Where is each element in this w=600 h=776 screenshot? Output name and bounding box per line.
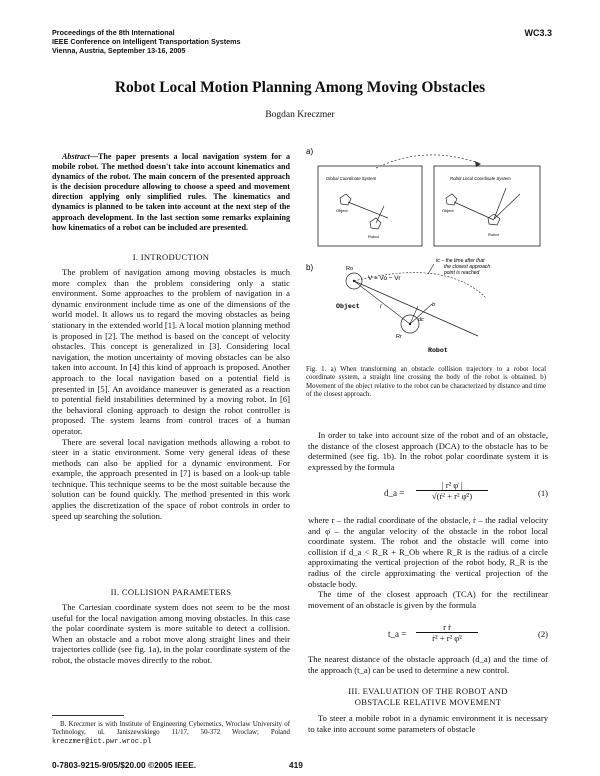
object-label: Object [336, 208, 348, 213]
section-heading-line: OBSTACLE RELATIVE MOVEMENT [354, 696, 502, 707]
tc-note: point is reached [444, 270, 480, 276]
header-line: Vienna, Austria, September 13-16, 2005 [52, 46, 186, 55]
section-heading-line: III. EVALUATION OF THE ROBOT AND [348, 686, 508, 696]
figure-caption: Fig. 1. a) When transforming an obstacle collision trajectory to a robot local coordinate system, a straight line crossing the body of the robot is obtained. b) Movement of the object relative to the robot can be characterized by distance and time of the closest approach. [306, 366, 546, 399]
header-line: Proceedings of the 8th International [52, 28, 175, 37]
paragraph: The time of the closest approach (TCA) for the rectilinear movement of an obstacle is given by the formula [308, 589, 548, 610]
robot-label: Robot [488, 232, 499, 237]
trajectory-line [354, 281, 478, 336]
eq1-number: (1) [537, 488, 548, 498]
object-shape [340, 194, 351, 205]
paragraph: The nearest distance of the obstacle approach (d_a) and the time of the approach (t_a) can be used to determine a new control. [308, 654, 548, 675]
tca-text [308, 654, 548, 675]
page-number: 419 [289, 760, 303, 770]
paragraph: The problem of navigation among moving obstacles is much more complex than the problem considering only a static environment. Some approaches to the problem of navigation in a dynamic environment include time as one of the dimensions of the world model. It allows us to regard the moving obstacles as being stationary in the extended world [1]. A local motion planning method is proposed in [2]. The method is based on the concept of velocity obstacles. This concept is generalized in [3]. Considering local navigation, the motion uncertainty of moving obstacles can be also taken into account. In [4] this kind of approach is proposed. Another approach to the local navigation based on a potential field is presented in [5]. An avoidance maneuver is generated as a reaction to potential field instabilities determined by a moving robot. In [6] the behavioral cloning approach to design the robot controller is proposed. The system learns from control traces of a human operator. [52, 267, 290, 436]
footnote-rule [52, 715, 124, 716]
author: Bogdan Kreczmer [265, 110, 335, 120]
section-heading-collision: II. COLLISION PARAMETERS [110, 587, 232, 597]
ro-label: Ro [346, 266, 354, 272]
fig-label-b: b) [306, 263, 314, 272]
footnote-text: B. Kreczmer is with Institute of Engineering Cybernetics, Wroclaw University of Technology, ul. Janiszewskiego 11/17, 50-372 Wroclaw; Poland [52, 721, 290, 737]
tc-note: the closest approach [444, 264, 491, 270]
paragraph: To steer a mobile robot in a dynamic environment it is necessary to take into account some parameters of obstacle [308, 713, 548, 734]
equation-2 [308, 622, 548, 648]
global-sys-label: Global Coordinate System [326, 176, 377, 181]
collision-text [52, 602, 290, 666]
section-heading-eval [308, 686, 548, 707]
intro-text [52, 267, 290, 521]
robot-sys-label: Robot Local Coordinate System [450, 176, 511, 181]
robot-big-label: Robot [428, 347, 448, 354]
object-big-label: Object [336, 303, 360, 310]
header-line: IEEE Conference on Intelligent Transportation Systems [52, 37, 241, 46]
paragraph: In order to take into account size of the robot and of an obstacle, the distance of the closest approach (DCA) to the obstacle has to be determined (see fig. 1b). In the robot polar coordinate system it is expressed by the formula [308, 430, 548, 472]
paragraph: The Cartesian coordinate system does not seem to be the most useful for the local navigation among moving obstacles. In this case the polar coordinate system is more suitable to detect a collision. When an obstacle and a robot move along straight lines and their trajectories collide (see fig. 1a), in the polar coordinate system of the robot, the obstacle moves directly to the robot. [52, 602, 290, 665]
robot-shape [488, 214, 500, 225]
footnote [52, 721, 290, 746]
abstract-label: Abstract [62, 152, 90, 161]
rr-label: Rr [396, 334, 402, 340]
dca-explanation [308, 515, 548, 610]
dca-text [308, 430, 548, 472]
paper-title: Robot Local Motion Planning Among Moving Obstacles [114, 79, 486, 96]
eq2-number: (2) [537, 629, 548, 639]
footnote-email[interactable]: kreczmer@ict.pwr.wroc.pl [52, 737, 152, 746]
velocity-eq: V = Vo − Vr [368, 275, 401, 282]
eq1-lhs: d_a = [384, 488, 405, 498]
eq2-denominator: ṙ² + r² φ̇² [432, 633, 462, 643]
eval-text [308, 713, 548, 734]
tc-note: tc − the time after that [436, 258, 485, 264]
r-label: r [380, 304, 382, 310]
figure-1 [306, 146, 550, 432]
paragraph: There are several local navigation methods allowing a robot to steer in a static environment. Some very general ideas of these methods can also be applied for a dynamic environment. For example, the approach presented in [7] is based on a look-up table technique. This technique seems to be the most suitable because the solution can be found quickly. The method presented in this work applies the discretization of the space of robot controls in order to speed up searching the solution. [52, 436, 290, 521]
paragraph: where r – the radial coordinate of the obstacle, ṙ – the radial velocity and φ̇ – the angular velocity of the obstacle in the robot local coordinate system. The robot and the obstacle will come into collision if d_a < R_R + R_Ob where R_R is the radius of a circle approximating the vertical projection of the robot body, R_R is the radius of the circle approximating the vertical projection of the obstacle body. [308, 515, 548, 589]
equation-1 [308, 480, 548, 508]
eq2-lhs: t_a = [388, 629, 407, 639]
proceedings-header [52, 28, 241, 55]
object-label: Object [442, 208, 454, 213]
isbn-line: 0-7803-9215-9/05/$20.00 ©2005 IEEE. [52, 760, 197, 770]
paper-code: WC3.3 [524, 28, 552, 38]
eq1-numerator: | r² φ̇ | [416, 480, 488, 491]
robot-shape [370, 218, 381, 229]
abstract [52, 152, 290, 233]
robot-label: Robot [368, 234, 379, 239]
d-label: dc [418, 317, 424, 323]
section-heading-intro: I. INTRODUCTION [132, 252, 210, 262]
eq2-numerator: r ṙ [416, 622, 478, 633]
object-shape [446, 194, 457, 205]
eq1-denominator: √(ṙ² + r² φ̇²) [431, 491, 473, 501]
b-label: b [432, 302, 436, 308]
fig-label-a: a) [306, 147, 314, 156]
abstract-text: —The paper presents a local navigation system for a mobile robot. The method doesn't take into account kinematics and dynamics of the robot. The main concern of the presented approach is the decision procedure allowing to choose a speed and movement direction applying only simplified rules. The kinematics and dynamics is planned to be taken into account at the next step of the approach development. In the last section some remarks explaining how kinematics of a robot can be included are presented. [52, 152, 290, 232]
